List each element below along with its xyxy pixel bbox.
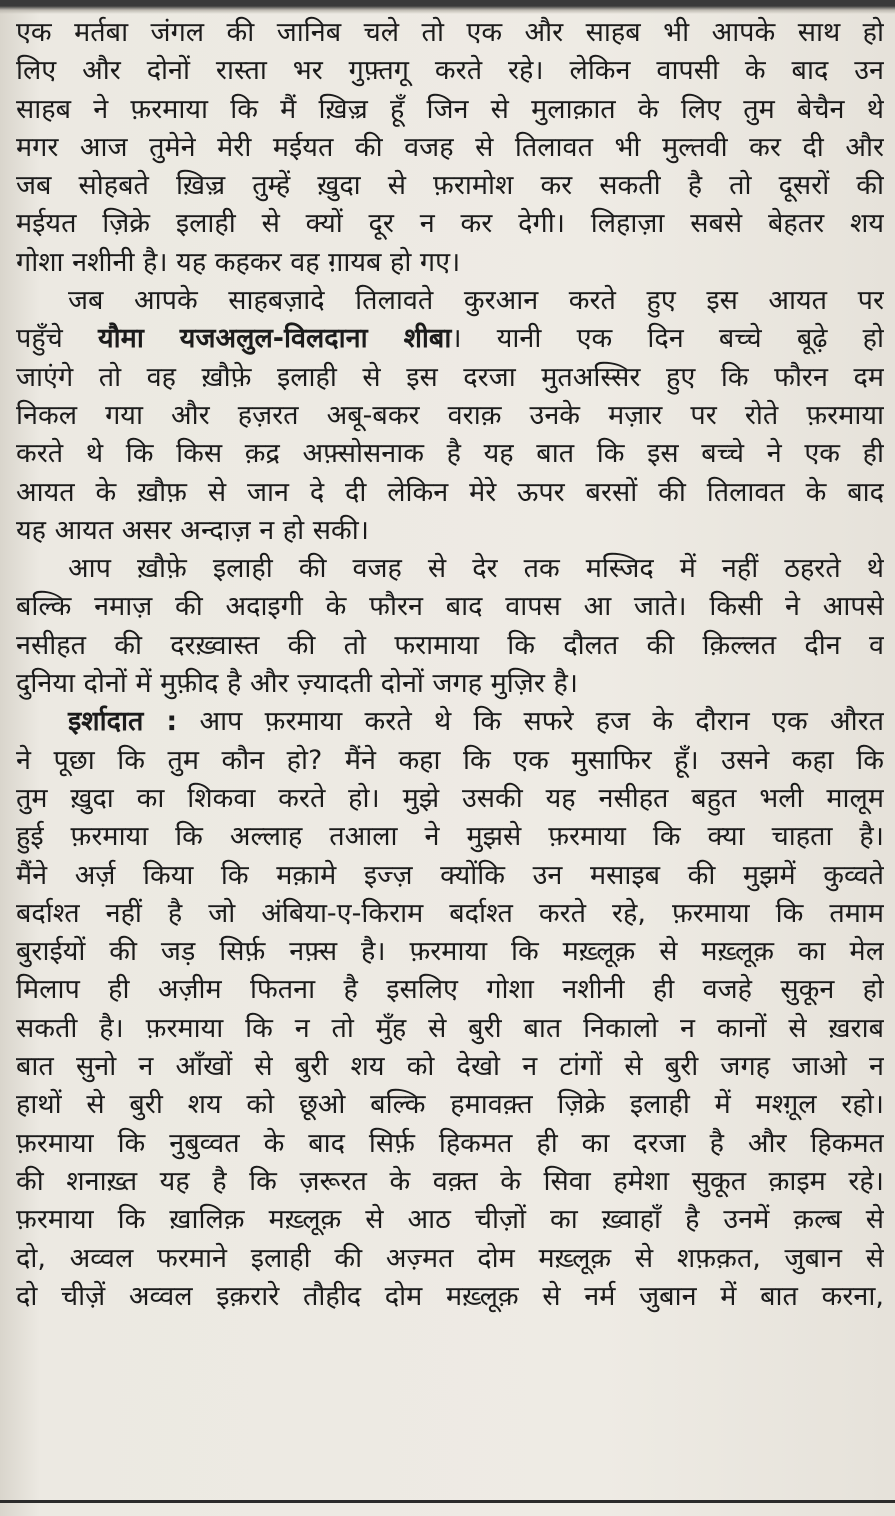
line-text: साहब ने फ़रमाया कि मैं ख़िज़्र हूँ जिन से मुलाक़ात के लिए तुम बेचैन थे xyxy=(16,93,884,125)
line-text: नसीहत की दरख़्वास्त की तो फरामाया कि दौलत की क़िल्लत दीन व xyxy=(16,629,884,661)
line-text: एक मर्तबा जंगल की जानिब चले तो एक और साहब भी आपके साथ हो xyxy=(16,17,884,48)
text-line xyxy=(16,167,884,205)
line-text: मिलाप ही अज़ीम फितना है इसलिए गोशा नशीनी ही वजहे सुकून हो xyxy=(16,974,884,1006)
bold-phrase: यौमा यजअलुल-विलदाना शीबा xyxy=(98,323,452,355)
text-line xyxy=(16,397,884,435)
line-text: बात सुनो न आँखों से बुरी शय को देखो न टांगों से बुरी जगह जाओ न xyxy=(16,1051,884,1083)
text-line xyxy=(16,742,884,780)
line-text: फ़रमाया कि नुबुव्वत के बाद सिर्फ़ हिकमत ही का दरजा है और हिकमत xyxy=(16,1127,884,1159)
text-line xyxy=(16,818,884,856)
text-line xyxy=(16,780,884,818)
body-text xyxy=(16,14,884,1316)
text-line xyxy=(16,282,884,320)
line-text: आयत के ख़ौफ़ से जान दे दी लेकिन मेरे ऊपर बरसों की तिलावत के बाद xyxy=(16,476,884,508)
line-text: आप ख़ौफ़े इलाही की वजह से देर तक मस्जिद में नहीं ठहरते थे xyxy=(68,553,884,585)
line-text: मईयत ज़िक्रे इलाही से क्यों दूर न कर देगी। लिहाज़ा सबसे बेहतर शय xyxy=(16,208,884,240)
line-text: लिए और दोनों रास्ता भर गुफ़्तगू करते रहे। लेकिन वापसी के बाद उन xyxy=(16,55,884,87)
text-line xyxy=(16,1163,884,1201)
text-line xyxy=(16,933,884,971)
line-text: की शनाख़्त यह है कि ज़रूरत के वक़्त के सिवा हमेशा सुकूत क़ाइम रहे। xyxy=(16,1165,884,1197)
line-text: मैंने अर्ज़ किया कि मक़ामे इज्ज़ क्योंकि उन मसाइब की मुझमें कुव्वते xyxy=(16,859,884,891)
line-text: जब सोहबते ख़िज़्र तुम्हें ख़ुदा से फ़रामोश कर सकती है तो दूसरों की xyxy=(16,170,884,202)
line-text: ने पूछा कि तुम कौन हो? मैंने कहा कि एक मुसाफिर हूँ। उसने कहा कि xyxy=(16,744,884,776)
top-rule xyxy=(0,0,895,14)
text-line xyxy=(16,627,884,665)
text-line xyxy=(16,91,884,129)
text-line xyxy=(16,550,884,588)
line-text: करते थे कि किस क़द्र अफ़्सोसनाक है यह बात कि इस बच्चे ने एक ही xyxy=(16,438,884,470)
text-line xyxy=(16,703,884,741)
text-line xyxy=(16,1201,884,1239)
line-prefix: पहुँचे xyxy=(16,323,99,355)
text-line xyxy=(16,1086,884,1124)
text-line xyxy=(16,665,884,703)
bold-phrase: इर्शादात : xyxy=(68,706,178,738)
line-text: हुई फ़रमाया कि अल्लाह तआला ने मुझसे फ़रमाया कि क्या चाहता है। xyxy=(16,821,884,853)
text-line xyxy=(16,244,884,282)
text-line xyxy=(16,971,884,1009)
text-line xyxy=(16,895,884,933)
text-line xyxy=(16,14,884,52)
text-line xyxy=(16,1278,884,1316)
line-text: जब आपके साहबज़ादे तिलावते कुरआन करते हुए इस आयत पर xyxy=(68,285,884,317)
text-line xyxy=(16,52,884,90)
line-text: यह आयत असर अन्दाज़ न हो सकी। xyxy=(16,514,369,546)
text-line xyxy=(16,320,884,358)
text-line xyxy=(16,474,884,512)
line-text: आप फ़रमाया करते थे कि सफरे हज के दौरान एक औरत xyxy=(177,706,884,738)
text-line xyxy=(16,1010,884,1048)
line-text: बर्दाश्त नहीं है जो अंबिया-ए-किराम बर्दाश्त करते रहे, फ़रमाया कि तमाम xyxy=(16,897,884,929)
line-text: बुराईयों की जड़ सिर्फ़ नफ़्स है। फ़रमाया कि मख़्लूक़ से मख़्लूक़ का मेल xyxy=(16,936,884,968)
line-text: सकती है। फ़रमाया कि न तो मुँह से बुरी बात निकालो न कानों से ख़राब xyxy=(16,1012,884,1044)
text-line xyxy=(16,1125,884,1163)
line-text: मगर आज तुमेने मेरी मईयत की वजह से तिलावत भी मुल्तवी कर दी और xyxy=(16,131,884,163)
line-text: दुनिया दोनों में मुफ़ीद है और ज़्यादती दोनों जगह मुज़िर है। xyxy=(16,668,579,700)
line-text: गोशा नशीनी है। यह कहकर वह ग़ायब हो गए। xyxy=(16,246,461,278)
line-text: जाएंगे तो वह ख़ौफ़े इलाही से इस दरजा मुतअस्सिर हुए कि फौरन दम xyxy=(16,361,884,393)
text-line xyxy=(16,1240,884,1278)
line-text: हाथों से बुरी शय को छूओ बल्कि हमावक़्त ज़िक्रे इलाही में मश्ग़ूल रहो। xyxy=(16,1089,884,1121)
line-text: दो चीज़ें अव्वल इक़रारे तौहीद दोम मख़्लूक़ से नर्म जुबान में बात करना, xyxy=(16,1280,884,1312)
line-text: बल्कि नमाज़ की अदाइगी के फौरन बाद वापस आ जाते। किसी ने आपसे xyxy=(16,591,884,623)
line-text: दो, अव्वल फरमाने इलाही की अज़्मत दोम मख़्लूक़ से शफ़क़त, जुबान से xyxy=(16,1242,884,1274)
text-line xyxy=(16,512,884,550)
line-text: । यानी एक दिन बच्चे बूढ़े हो xyxy=(451,323,884,355)
text-line xyxy=(16,1048,884,1086)
text-line xyxy=(16,857,884,895)
line-text: निकल गया और हज़रत अबू-बकर वराक़ उनके मज़ार पर रोते फ़रमाया xyxy=(16,399,884,431)
text-line xyxy=(16,435,884,473)
text-line xyxy=(16,588,884,626)
text-line xyxy=(16,205,884,243)
text-line xyxy=(16,129,884,167)
line-text: तुम ख़ुदा का शिकवा करते हो। मुझे उसकी यह नसीहत बहुत भली मालूम xyxy=(16,782,884,814)
bottom-rule xyxy=(0,1500,895,1503)
text-line xyxy=(16,359,884,397)
line-text: फ़रमाया कि ख़ालिक़ मख़्लूक़ से आठ चीज़ों का ख़्वाहाँ है उनमें क़ल्ब से xyxy=(16,1204,884,1236)
